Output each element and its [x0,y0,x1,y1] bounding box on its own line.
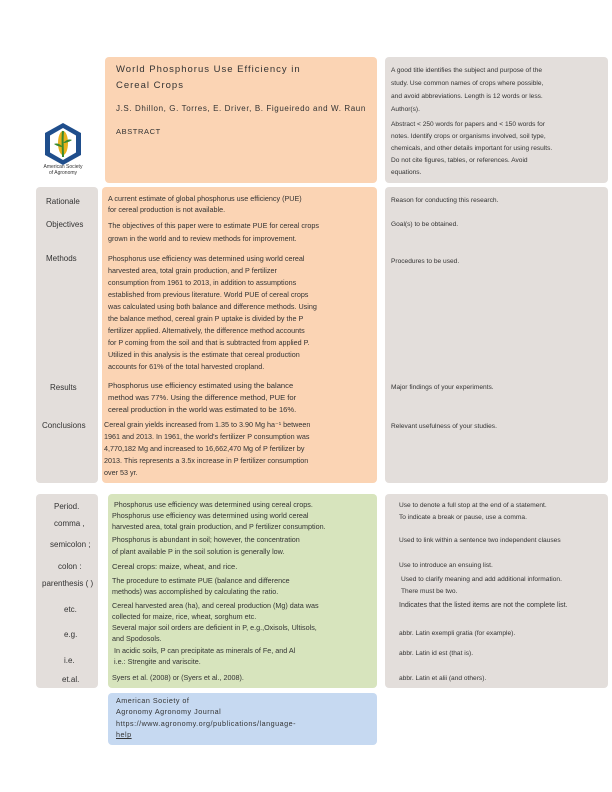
objectives-note: Goal(s) to be obtained. [391,221,459,228]
rationale-text-line1: A current estimate of global phosphorus use efficiency (PUE) [108,194,302,203]
punct-label-comma: comma , [54,519,85,528]
semicolon-example-line2: of plant available P in the soil solution is generally low. [112,547,285,556]
results-note: Major findings of your experiments. [391,384,494,391]
comma-example-line1: Phosphorus use efficiency was determined using world cereal [112,511,309,520]
objectives-text-line2: grown in the world and to review methods for improvement. [108,234,297,243]
punct-label-ie: i.e. [64,656,75,665]
methods-text-line10: accounts for 61% of the total harvested cropland. [108,362,265,371]
semicolon-example-line1: Phosphorus is abundant in soil; however, the concentration [112,535,300,544]
results-text-line1: Phosphorus use efficiency estimated using the balance [108,381,294,390]
footer-link-line2[interactable]: help [116,730,132,739]
eg-example-line1: Several major soil orders are deficient in P, e.g.,Oxisols, Ultisols, [112,623,317,632]
eg-note: abbr. Latin exempli gratia (for example). [399,630,516,637]
section-label-objectives: Objectives [46,220,84,229]
punct-label-period: Period. [54,502,80,511]
logo-caption-line2: of Agronomy [48,170,78,176]
section-label-results: Results [50,383,77,392]
ie-example-line1: In acidic soils, P can precipitate as minerals of Fe, and Al [114,646,296,655]
note-title-line2: study. Use common names of crops where possible, [391,80,544,87]
footer-line1: American Society of [116,696,190,705]
leaf-icon [38,121,88,167]
punct-label-etal: et.al. [62,675,80,684]
colon-note: Use to introduce an ensuing list. [399,562,493,569]
comma-example-line2: harvested area, total grain production, and P fertilizer consumption. [112,522,326,531]
rationale-text-line2: for cereal production is not available. [108,205,226,214]
paper-title-line1: World Phosphorus Use Efficiency in [116,64,301,75]
note-authors: Author(s). [391,106,420,113]
parenthesis-example-line1: The procedure to estimate PUE (balance and difference [112,576,290,585]
etal-note: abbr. Latin et alii (and others). [399,675,487,682]
conclusions-text-line3: 4,770,182 Mg and increased to 16,662,470 Mg of P fertilizer by [104,444,305,453]
eg-example-line2: and Spodosols. [112,634,162,643]
methods-text-line6: the balance method, cereal grain P uptake is divided by the P [108,314,304,323]
note-abstract-line3: chemicals, and other details important for using results. [391,145,553,152]
punct-label-eg: e.g. [64,630,78,639]
conclusions-text-line1: Cereal grain yields increased from 1.35 to 3.90 Mg ha⁻¹ between [104,420,311,429]
conclusions-text-line2: 1961 and 2013. In 1961, the world's fertilizer P consumption was [104,432,310,441]
methods-text-line2: harvested area, total grain production, and P fertilizer [108,266,277,275]
conclusions-text-line5: over 53 yr. [104,468,138,477]
abstract-notes-box [385,187,608,483]
ie-example-line2: i.e.: Strengite and variscite. [114,657,201,666]
punct-label-parenthesis: parenthesis ( ) [42,579,94,588]
results-text-line3: cereal production in the world was estimated to be 16%. [108,405,297,414]
parenthesis-note-line2: There must be two. [401,588,458,595]
methods-note: Procedures to be used. [391,258,460,265]
parenthesis-example-line2: methods) was accomplished by calculating the ratio. [112,587,279,596]
abstract-label: ABSTRACT [116,127,161,136]
colon-example: Cereal crops: maize, wheat, and rice. [112,562,238,571]
note-title-line1: A good title identifies the subject and purpose of the [391,67,543,74]
note-abstract-line5: equations. [391,169,422,176]
semicolon-note: Used to link within a sentence two independent clauses [399,537,561,544]
section-label-methods: Methods [46,254,77,263]
punct-label-semicolon: semicolon ; [50,540,91,549]
punct-label-colon: colon : [58,562,82,571]
objectives-text-line1: The objectives of this paper were to estimate PUE for cereal crops [108,221,319,230]
etal-example: Syers et al. (2008) or (Syers et al., 2008). [112,673,244,682]
methods-text-line7: fertilizer applied. Alternatively, the difference method accounts [108,326,305,335]
etc-note: Indicates that the listed items are not the complete list. [399,602,568,609]
period-example: Phosphorus use efficiency was determined using cereal crops. [114,500,313,509]
conclusions-text-line4: 2013. This represents a 3.5x increase in P fertilizer consumption [104,456,309,465]
comma-note: To indicate a break or pause, use a comma. [399,514,527,521]
footer-link-line1[interactable]: https://www.agronomy.org/publications/language- [116,719,296,728]
ie-note: abbr. Latin id est (that is). [399,650,474,657]
abstract-left-box [36,187,98,483]
etc-example-line1: Cereal harvested area (ha), and cereal production (Mg) data was [112,601,319,610]
methods-text-line9: Utilized in this analysis is the estimate that cereal production [108,350,300,359]
footer-line2: Agronomy Agronomy Journal [116,707,222,716]
period-note: Use to denote a full stop at the end of a statement. [399,502,547,509]
parenthesis-note-line1: Used to clarify meaning and add additional information. [401,576,562,583]
methods-text-line3: consumption from 1961 to 2013, in addition to assumptions [108,278,297,287]
note-abstract-line1: Abstract < 250 words for papers and < 150 words for [391,121,545,128]
methods-text-line1: Phosphorus use efficiency was determined using world cereal [108,254,305,263]
methods-text-line8: for P coming from the soil and that is subtracted from applied P. [108,338,310,347]
punct-label-etc: etc. [64,605,77,614]
section-label-rationale: Rationale [46,197,80,206]
methods-text-line5: was calculated using both balance and difference methods. Using [108,302,317,311]
etc-example-line2: collected for maize, rice, wheat, sorghum etc. [112,612,257,621]
rationale-note: Reason for conducting this research. [391,197,499,204]
note-title-line3: and avoid abbreviations. Length is 12 words or less. [391,93,543,100]
paper-title-line2: Cereal Crops [116,80,184,91]
authors: J.S. Dhillon, G. Torres, E. Driver, B. Figueiredo and W. Raun [116,104,366,113]
logo-caption-line1: American Society [43,164,83,170]
society-logo [38,121,88,177]
note-abstract-line2: notes. Identify crops or organisms involved, soil type, [391,133,546,140]
conclusions-note: Relevant usefulness of your studies. [391,423,497,430]
methods-text-line4: established from previous literature. World PUE of cereal crops [108,290,309,299]
section-label-conclusions: Conclusions [42,421,86,430]
results-text-line2: method was 77%. Using the difference method, PUE for [108,393,297,402]
note-abstract-line4: Do not cite figures, tables, or references. Avoid [391,157,528,164]
